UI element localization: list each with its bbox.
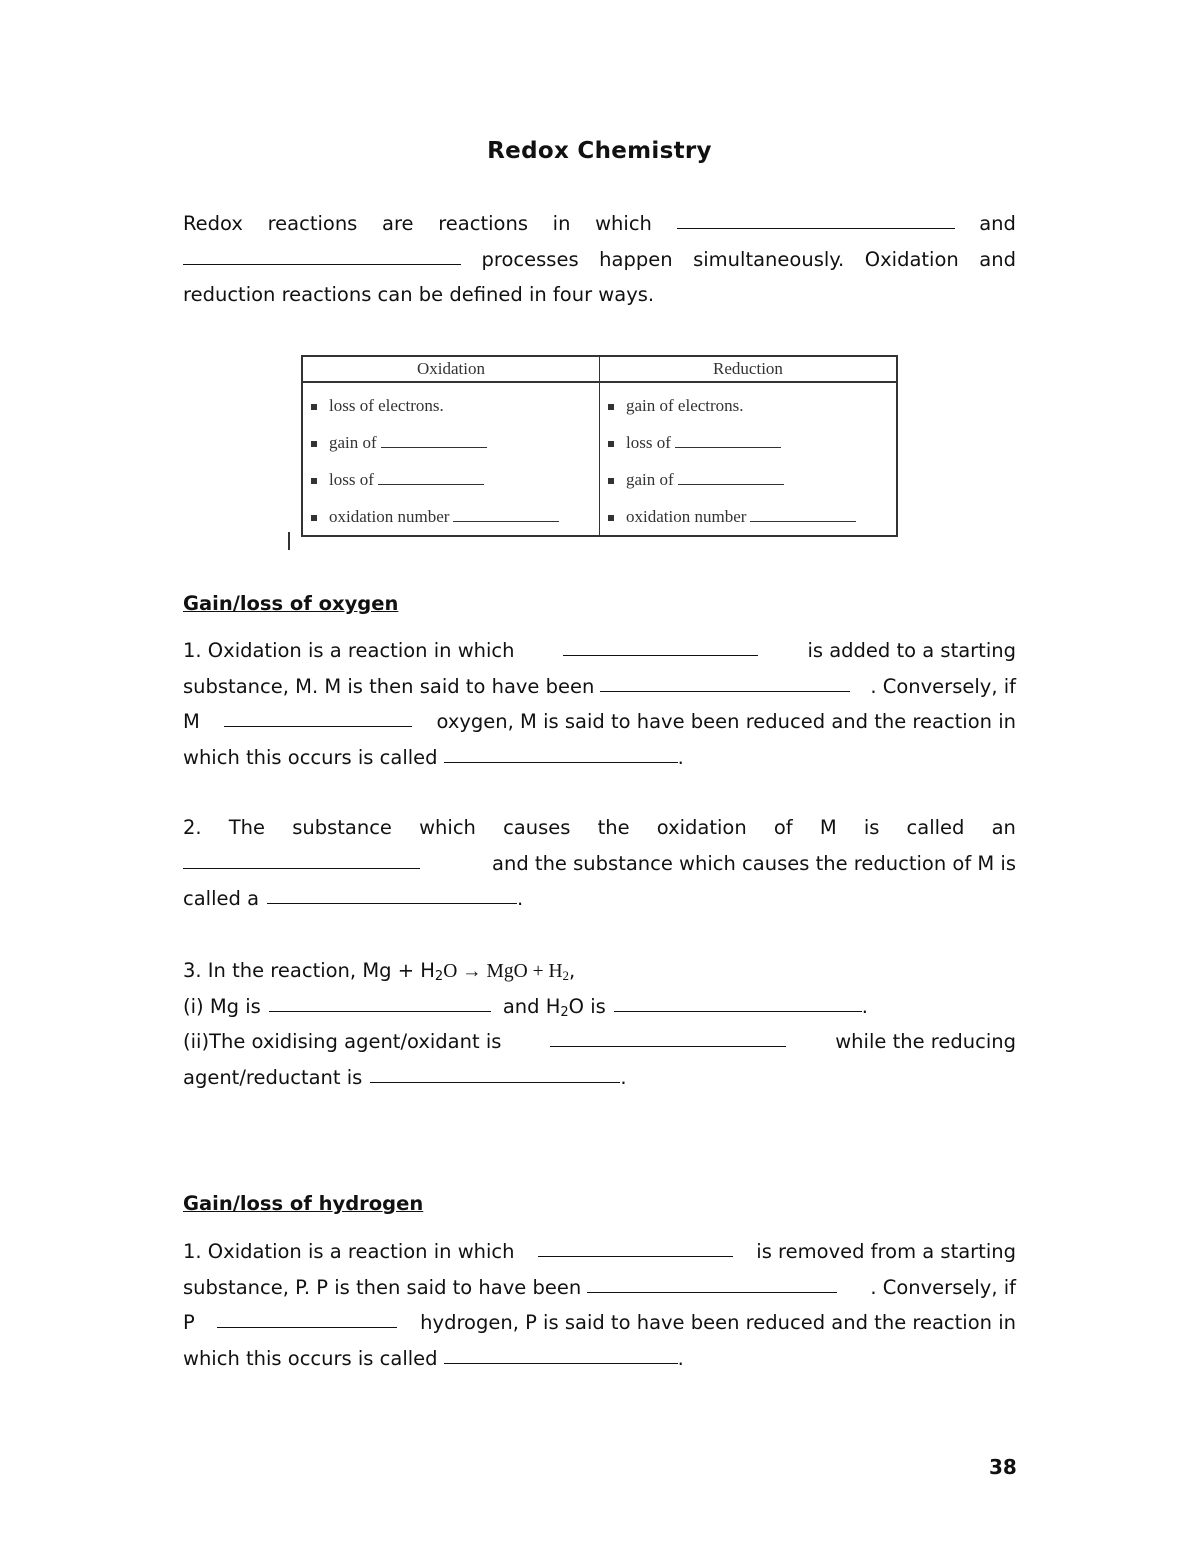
list-item [600, 387, 896, 424]
oxygen-question-3 [183, 953, 1016, 1095]
item-text: loss of electrons. [329, 396, 444, 415]
reaction-equation [183, 953, 575, 989]
item-text: oxidation number [626, 507, 747, 526]
subscript: 2 [562, 968, 570, 983]
word: causes [503, 816, 571, 839]
word: an [991, 816, 1016, 839]
section-heading-oxygen: Gain/loss of oxygen [183, 592, 399, 615]
list-item [303, 387, 599, 424]
subscript: 2 [434, 969, 444, 984]
list-item [303, 424, 599, 461]
page-number: 38 [989, 1455, 1017, 1479]
word: and [979, 247, 1016, 271]
word: which [595, 212, 652, 235]
text-line [183, 1341, 1016, 1377]
word: substance [292, 816, 392, 839]
table-body [303, 383, 896, 537]
word: in [552, 212, 571, 235]
text-run: P [183, 1311, 195, 1334]
list-item [600, 498, 896, 535]
text-line [183, 1060, 1016, 1096]
text-run: M [183, 710, 200, 733]
text-line [183, 846, 1016, 882]
intro-line-3 [183, 277, 1016, 313]
bullet-icon [608, 441, 614, 447]
word: are [382, 212, 414, 235]
word: simultaneously. [693, 247, 845, 271]
item-text: gain of electrons. [626, 396, 744, 415]
text-line [183, 881, 1016, 917]
text-line [183, 989, 1016, 1025]
word: Oxidation [864, 247, 959, 271]
text-run: is added to a starting [807, 639, 1016, 662]
text-run: substance, P. P is then said to have been [183, 1275, 582, 1299]
word: reactions [438, 212, 528, 235]
word: is [863, 816, 880, 839]
fill-blank[interactable] [677, 206, 955, 229]
text-run: . [677, 745, 684, 769]
bullet-icon [311, 515, 317, 521]
sentence: reduction reactions can be defined in four ways. [183, 283, 655, 306]
text-run: . Conversely, if [870, 1275, 1016, 1299]
word: which [419, 816, 476, 839]
text-run: hydrogen, P is said to have been reduced and the reaction in [420, 1311, 1016, 1334]
intro-line-2 [183, 242, 1016, 278]
text-line [183, 1234, 1016, 1270]
text-line [183, 1305, 1016, 1341]
item-text: loss of [329, 470, 374, 489]
text-line [183, 1270, 1016, 1306]
text-run: (ii)The oxidising agent/oxidant is [183, 1030, 502, 1053]
text-run: which this occurs is called [183, 745, 438, 769]
text-run: and H [502, 994, 561, 1018]
item-text: loss of [626, 433, 671, 452]
text-cursor-mark [288, 532, 290, 550]
fill-blank[interactable] [600, 669, 850, 692]
reaction-equation-line [183, 953, 1016, 989]
word: The [228, 816, 266, 839]
item-text: gain of [329, 433, 377, 452]
hydrogen-question-1 [183, 1234, 1016, 1376]
text-run: agent/reductant is [183, 1065, 363, 1089]
text-line [183, 810, 1016, 846]
fill-blank[interactable] [269, 989, 491, 1012]
equation-part: , [569, 959, 576, 982]
bullet-icon [311, 441, 317, 447]
text-run: which this occurs is called [183, 1346, 438, 1370]
bullet-icon [311, 478, 317, 484]
page-title: Redox Chemistry [487, 138, 712, 164]
word: oxidation [656, 816, 747, 839]
text-run: is removed from a starting [756, 1240, 1016, 1263]
list-item [303, 461, 599, 498]
fill-blank[interactable] [183, 242, 461, 265]
fill-blank[interactable] [370, 1060, 620, 1083]
bullet-icon [608, 404, 614, 410]
fill-blank[interactable] [217, 1305, 397, 1328]
fill-blank[interactable] [563, 633, 758, 656]
word: the [597, 816, 630, 839]
fill-blank[interactable] [267, 881, 517, 904]
redox-definitions-table [301, 355, 898, 537]
text-run: substance, M. M is then said to have been [183, 674, 595, 698]
word: and [979, 212, 1016, 235]
bullet-icon [608, 515, 614, 521]
section-heading-hydrogen: Gain/loss of hydrogen [183, 1192, 424, 1215]
fill-blank[interactable] [678, 466, 784, 485]
word: 2. [183, 816, 202, 839]
text-line [183, 740, 1016, 776]
reduction-column [600, 383, 896, 537]
fill-blank[interactable] [183, 846, 420, 869]
text-run: and the substance which causes the reduction of M is [492, 851, 1016, 875]
word: processes [481, 247, 579, 271]
text-line [183, 669, 1016, 705]
fill-blank[interactable] [381, 429, 487, 448]
text-run: O is [568, 994, 606, 1018]
bullet-icon [311, 404, 317, 410]
word: happen [599, 247, 673, 271]
text-line [183, 704, 1016, 740]
equation-part: 3. In the reaction, Mg + H [183, 959, 435, 982]
oxygen-question-2 [183, 810, 1016, 917]
word: M [819, 816, 837, 839]
text-run: . [677, 1346, 684, 1370]
text-run: while the reducing [835, 1030, 1016, 1053]
intro-paragraph [183, 206, 1016, 313]
equation-part: O → MgO + H [443, 961, 563, 982]
word: called [906, 816, 965, 839]
text-run: 1. Oxidation is a reaction in which [183, 1240, 515, 1263]
fill-blank[interactable] [444, 1341, 678, 1364]
text-run: . [517, 887, 524, 910]
header-oxidation: Oxidation [303, 357, 600, 381]
intro-line-1 [183, 206, 1016, 242]
fill-blank[interactable] [444, 740, 678, 763]
word: Redox [183, 212, 243, 235]
text-run: . Conversely, if [870, 674, 1016, 698]
header-reduction: Reduction [713, 359, 783, 378]
fill-blank[interactable] [550, 1024, 786, 1047]
item-text: oxidation number [329, 507, 450, 526]
list-item [600, 461, 896, 498]
fill-blank[interactable] [614, 989, 862, 1012]
text-run: . [861, 994, 868, 1018]
text-line [183, 1024, 1016, 1060]
text-run: oxygen, M is said to have been reduced and the reaction in [436, 710, 1016, 733]
text-run: (i) Mg is [183, 994, 261, 1018]
fill-blank[interactable] [675, 429, 781, 448]
fill-blank[interactable] [378, 466, 484, 485]
table-header-row [303, 357, 896, 383]
text-run: called a [183, 887, 260, 910]
fill-blank[interactable] [750, 503, 856, 522]
list-item [600, 424, 896, 461]
oxygen-question-1 [183, 633, 1016, 775]
word: reactions [267, 212, 358, 235]
word: of [773, 816, 793, 839]
oxidation-column [303, 383, 600, 537]
text-run: . [620, 1065, 627, 1089]
item-text: gain of [626, 470, 674, 489]
bullet-icon [608, 478, 614, 484]
text-line [183, 633, 1016, 669]
text-run: 1. Oxidation is a reaction in which [183, 639, 515, 662]
fill-blank[interactable] [224, 704, 412, 727]
subscript: 2 [560, 1004, 569, 1020]
fill-blank[interactable] [587, 1270, 837, 1293]
fill-blank[interactable] [453, 503, 559, 522]
fill-blank[interactable] [538, 1234, 733, 1257]
list-item [303, 498, 599, 535]
